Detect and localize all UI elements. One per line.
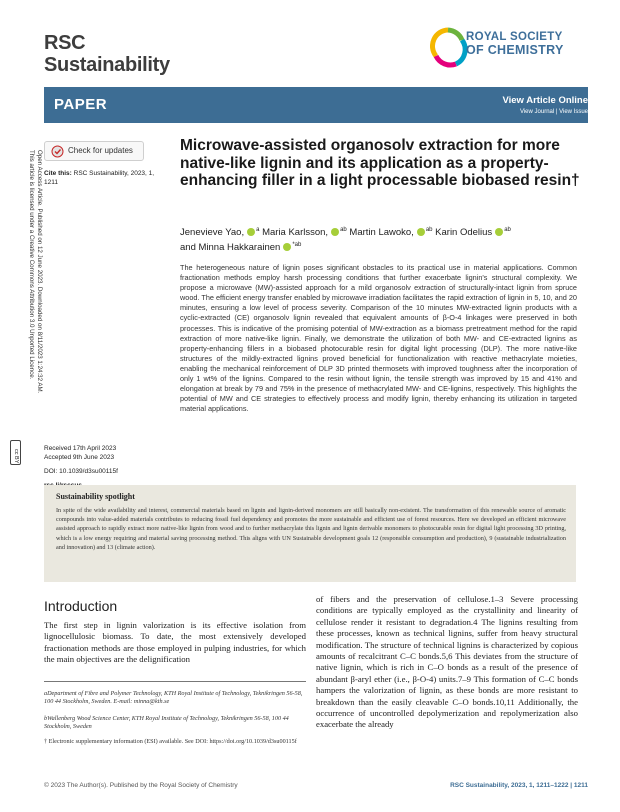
- section-heading-introduction: Introduction: [44, 598, 118, 614]
- doi-text[interactable]: DOI: 10.1039/d3su00115f: [44, 468, 118, 475]
- spotlight-text: In spite of the wide availability and interest, commercial materials based on lignin and lignin-derived monomers are still basically non-existent. The transformation of this renewable source of aromatic compounds into value-added materials contributes to reducing fossil fuel dependency and promotes the more sustainable and efficient use of forest resources. Here we developed an efficient microwave assisted approach to rapidly extract more native-like lignin from wood and to further methacrylate this lignin and lignin derivable monomers to photocurable resin for digital light processing 3D printing, which is a low energy requiring and material saving processing method. This aligns with UN Sustainable development goals 12 (responsible consumption and production), 9 (sustainable industrialization and innovation) and 13 (climate action).: [56, 507, 566, 551]
- rsc-wordmark-line2: OF CHEMISTRY: [466, 43, 564, 57]
- footnote-affiliation-b: [44, 715, 306, 732]
- orcid-icon[interactable]: [283, 243, 291, 251]
- author-affiliation: ab: [504, 227, 511, 233]
- open-access-notice: [7, 150, 47, 695]
- open-access-line-1: Open Access Article. Published on 12 June 2023. Downloaded on 8/11/2023 1:24:32 AM.: [36, 150, 43, 394]
- author-name[interactable]: and Minna Hakkarainen: [180, 242, 281, 254]
- body-text-left: The first step in lignin valorization is its effective isolation from lignocellulosic biomass. To date, the most extensively developed fractionation methods are those employed in pulping industries, for which the main objectives are the delignification: [44, 620, 306, 665]
- abstract-text: The heterogeneous nature of lignin poses significant obstacles to its practical use in material applications. Common fractionation methods employ harsh processing conditions that further exacerbate lignin's structural complexity. We propose a microwave (MW)-assisted approach for a mild organosolv extraction of structurally-intact lignin from spruce wood. The efficient energy transfer enabled by microwave irradiation facilitates the rapid extraction of lignin in 5, 10, and 20 minutes, ensuring a low level of process severity. Comparison of the 10 minutes MW-extracted lignin products with a cyclic-extracted (CE) organosolv lignin revealed that equivalent amounts of β-O-4 linkages were preserved in both processes. This is indicative of the promising potential of MW-extraction as a biomass pretreatment method for the rapid extraction of more native-like lignin. Finally, we demonstrate the utilization of both MW- and CE-extracted lignins as property-enhancing fillers in a biobased photocurable resin for digital light processing (DLP). The more native-like structures of the mildly-extracted lignins proved beneficial for functionalization with reactive methacrylate moieties, enabling the mechanical reinforcement of DLP 3D printed thermosets with improved toughness after the incorporation of only 1 wt% of the lignins. Compared to the resin without lignin, the tensile strength was improved by 15 and 41% and elongation at break by 79 and 75% in the presence of methacrylated MW- and CE-lignins, respectively. This highlights the potential of MW and CE strategies to effectively process and modify lignin, thereby enhancing its utilization in targeted material applications.: [180, 263, 577, 414]
- article-type-label: PAPER: [54, 96, 108, 113]
- orcid-icon[interactable]: [495, 228, 503, 236]
- author-name[interactable]: Maria Karlsson,: [262, 227, 329, 239]
- view-journal-issue-links[interactable]: View Journal | View Issue: [519, 109, 588, 115]
- citation-block: [44, 169, 169, 187]
- footer-copyright: © 2023 The Author(s). Published by the Royal Society of Chemistry: [44, 782, 238, 789]
- cite-text: RSC Sustainability, 2023, 1, 1211: [44, 170, 155, 186]
- footnote-b-text: bWallenberg Wood Science Center, KTH Royal Institute of Technology, Teknikringen 56-58, 100 44 Stockholm, Sweden: [44, 715, 289, 731]
- rsc-wordmark: [466, 31, 564, 57]
- author-name[interactable]: Jenevieve Yao,: [180, 227, 245, 239]
- check-for-updates-button[interactable]: [44, 141, 144, 161]
- footer-page-info: RSC Sustainability, 2023, 1, 1211–1222 | 1211: [450, 782, 588, 789]
- page-footer: [44, 782, 588, 789]
- footnote-esi[interactable]: † Electronic supplementary information (ESI) available. See DOI: https://doi.org/10.1039/d3su00115f: [44, 738, 297, 745]
- accepted-date: Accepted 9th June 2023: [44, 454, 115, 461]
- author-name[interactable]: Karin Odelius: [435, 227, 493, 239]
- rsc-wordmark-line1: ROYAL SOCIETY: [466, 31, 563, 43]
- footnote-a-text: aDepartment of Fibre and Polymer Technology, KTH Royal Institute of Technology, Teknikringen 56-58, 100 44 Stockholm, Sweden. E-mail: minna@kth.se: [44, 690, 303, 706]
- check-for-updates-label: Check for updates: [68, 146, 133, 155]
- update-check-icon: [51, 145, 64, 158]
- footnote-divider: [44, 681, 306, 682]
- journal-name-line2: Sustainability: [44, 54, 170, 76]
- orcid-icon[interactable]: [247, 228, 255, 236]
- article-title: Microwave-assisted organosolv extraction for more native-like lignin and its application as a property-enhancing filler in a light processable biobased resin†: [180, 137, 580, 189]
- orcid-icon[interactable]: [417, 228, 425, 236]
- body-text-right: of fibers and the preservation of cellulose.1–3 Severe processing conditions are typically employed as the crystallinity and linearity of cellulose render it resistant to degradation.4 The lignins resulting from these processes, known as technical lignins, suffer from heavy structural modification. The structure of technical lignins is characterized by copious amounts of recalcitrant C–C bonds.5,6 This deviates from the structure of native lignin, which is rich in C–O bonds as a result of the presence of abundant β-aryl ether (i.e., β-O-4) units.7–9 This formation of C–C bonds hampers the valorization of lignin, as these bonds are more resistant to breakdown than the easily cleavable C–O bonds.10,11 Additionally, the occurrence of uncontrolled depolymerization and repolymerization also exacerbate the already: [316, 594, 578, 730]
- cite-label: Cite this:: [44, 170, 72, 177]
- licence-line: This article is licensed under a Creative Commons Attribution 3.0 Unported Licence.: [27, 150, 35, 380]
- view-article-online-link[interactable]: View Article Online: [502, 95, 588, 106]
- rsc-logo-mark: [432, 30, 465, 65]
- received-date: Received 17th April 2023: [44, 445, 117, 452]
- author-affiliation: ab: [340, 227, 347, 233]
- cc-by-license-icon[interactable]: [10, 440, 21, 465]
- orcid-icon[interactable]: [331, 228, 339, 236]
- author-affiliation: *ab: [292, 242, 302, 249]
- journal-name-line1: RSC: [44, 32, 86, 54]
- journal-name: [44, 32, 244, 76]
- author-affiliation: a: [256, 227, 260, 233]
- spotlight-title: Sustainability spotlight: [56, 492, 135, 501]
- author-list: [180, 224, 580, 254]
- footnote-affiliation-a: [44, 690, 306, 707]
- cc-label: cc BY: [13, 449, 19, 464]
- author-affiliation: ab: [425, 227, 433, 233]
- author-name[interactable]: Martin Lawoko,: [349, 227, 414, 239]
